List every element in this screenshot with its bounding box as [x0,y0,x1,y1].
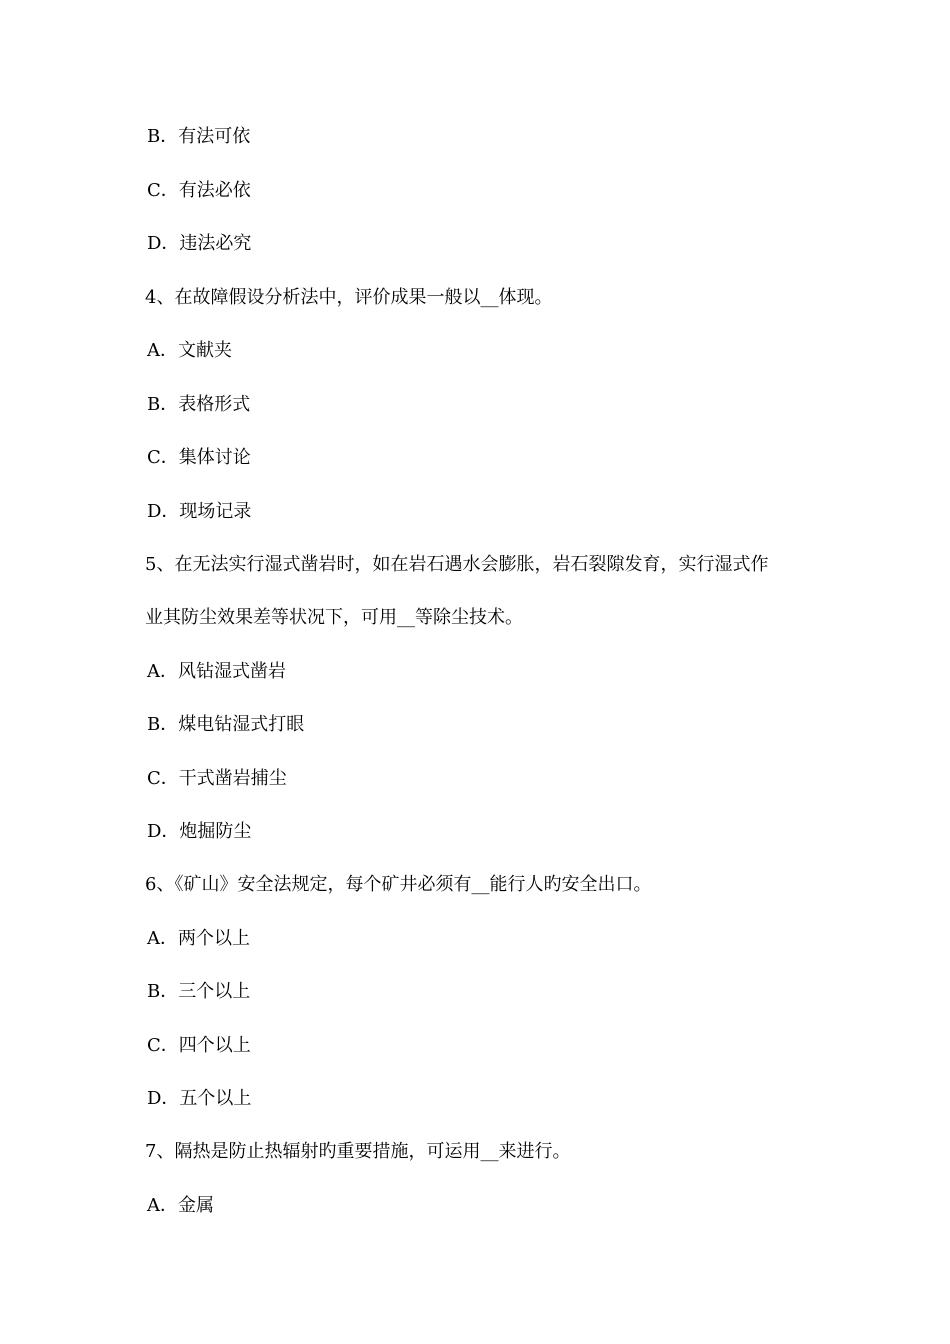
option-6d: D．五个以上 [147,1088,252,1109]
option-4c: C．集体讨论 [147,447,251,468]
option-3d: D．违法必究 [147,233,252,254]
option-4b: B．表格形式 [147,394,251,415]
option-3c: C．有法必依 [147,180,251,201]
question-5-line-2: 业其防尘效果差等状况下，可用__等除尘技术。 [145,607,523,628]
question-7: 7、隔热是防止热辐射旳重要措施，可运用__来进行。 [145,1141,571,1162]
option-5a: A．风钻湿式凿岩 [147,661,286,682]
option-5c: C．干式凿岩捕尘 [147,768,287,789]
option-6b: B．三个以上 [147,981,251,1002]
question-4: 4、在故障假设分析法中，评价成果一般以__体现。 [145,287,553,308]
question-6: 6、《矿山》安全法规定，每个矿井必须有__能行人旳安全出口。 [145,874,652,895]
option-5d: D．炮掘防尘 [147,821,252,842]
option-7a: A．金属 [147,1195,214,1216]
option-3b: B．有法可依 [147,126,251,147]
option-6c: C．四个以上 [147,1035,251,1056]
option-5b: B．煤电钻湿式打眼 [147,714,305,735]
option-4a: A．文献夹 [147,340,232,361]
question-5-line-1: 5、在无法实行湿式凿岩时，如在岩石遇水会膨胀，岩石裂隙发育，实行湿式作 [145,554,769,575]
option-4d: D．现场记录 [147,501,252,522]
option-6a: A．两个以上 [147,928,250,949]
